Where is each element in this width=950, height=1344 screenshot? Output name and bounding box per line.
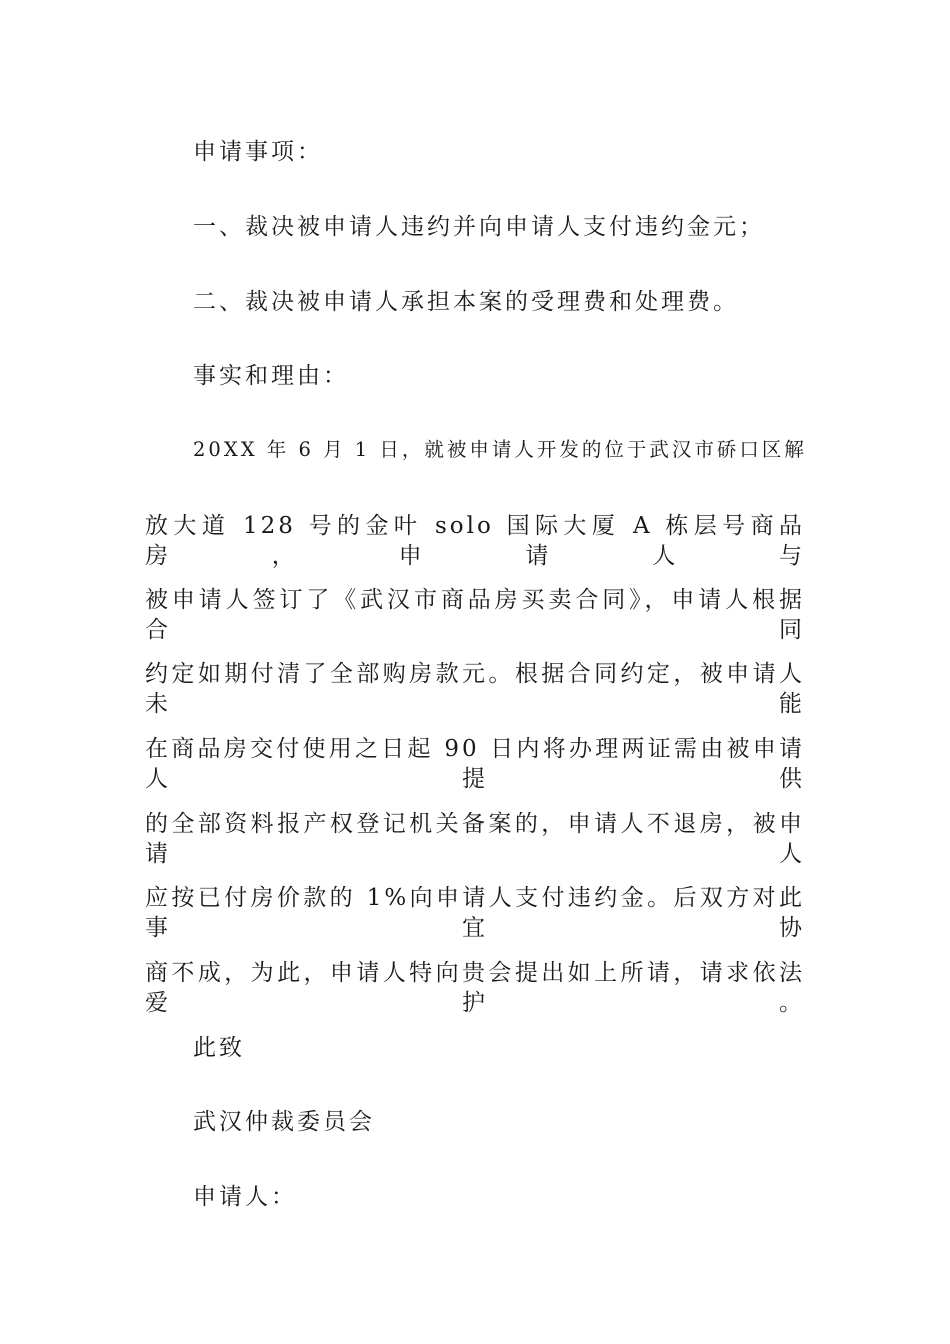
requests-heading: 申请事项： — [193, 139, 323, 165]
facts-line: 商不成，为此，申请人特向贵会提出如上所请，请求依法爱护。 — [145, 960, 805, 1016]
facts-line: 在商品房交付使用之日起 90 日内将办理两证需由被申请人提供 — [145, 736, 805, 792]
applicant-label: 申请人： — [193, 1184, 297, 1210]
request-item-2: 二、裁决被申请人承担本案的受理费和处理费。 — [193, 289, 739, 315]
facts-line: 的全部资料报产权登记机关备案的，申请人不退房，被申请人 — [145, 811, 805, 867]
recipient-name: 武汉仲裁委员会 — [193, 1109, 375, 1135]
facts-line: 约定如期付清了全部购房款元。根据合同约定，被申请人未能 — [145, 661, 805, 717]
closing-salutation: 此致 — [193, 1035, 245, 1061]
request-item-1: 一、裁决被申请人违约并向申请人支付违约金元； — [193, 214, 765, 240]
facts-line: 放大道 128 号的金叶 solo 国际大厦 A 栋层号商品房，申请人与 — [145, 513, 805, 569]
facts-line: 应按已付房价款的 1%向申请人支付违约金。后双方对此事宜协 — [145, 885, 805, 941]
facts-line: 被申请人签订了《武汉市商品房买卖合同》，申请人根据合同 — [145, 587, 805, 643]
facts-line: 20XX 年 6 月 1 日，就被申请人开发的位于武汉市硚口区解 — [193, 438, 807, 461]
facts-heading: 事实和理由： — [193, 363, 349, 389]
